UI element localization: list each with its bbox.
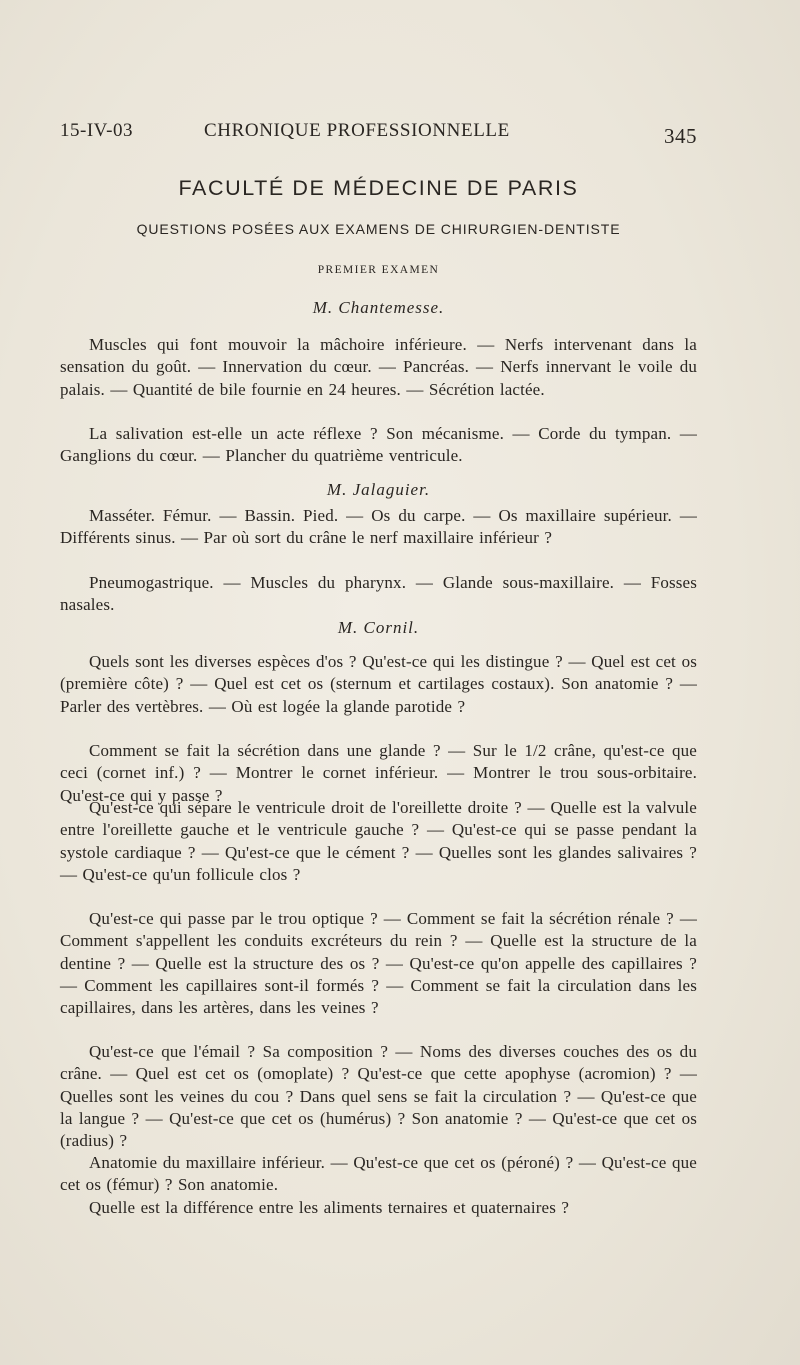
examiner-name: M. Cornil. [337, 618, 420, 637]
examiner-name: M. Chantemesse. [312, 298, 445, 317]
issue-date: 15-IV-03 [60, 120, 133, 141]
question-paragraph: Anatomie du maxillaire inférieur. — Qu'est-ce que cet os (péroné) ? — Qu'est-ce que cet os (fémur) ? Son anatomie. [60, 1153, 697, 1195]
question-paragraph: Qu'est-ce que l'émail ? Sa composition ? — Noms des diverses couches des os du crâne. — Quel est cet os (omoplate) ? Qu'est-ce que cette apophyse (acromion) ? — Quelles sont les veines du cou ? Dans quel sens se fait la circulation ? — Qu'est-ce que la langue ? — Qu'est-ce que cet os (humérus) ? Son anatomie ? — Qu'est-ce que cet os (radius) ? [60, 1042, 697, 1151]
question-paragraph: Quels sont les diverses espèces d'os ? Qu'est-ce qui les distingue ? — Quel est cet os (première côte) ? — Quel est cet os (sternum et cartilages costaux). Son anatomie ? — Parler des vertèbres. — Où est logée la glande parotide ? [60, 652, 697, 716]
question-paragraph: Muscles qui font mouvoir la mâchoire inférieure. — Nerfs intervenant dans la sensation du goût. — Innervation du cœur. — Pancréas. — Nerfs innervant le voile du palais. — Quantité de bile fournie en 24 heures. — Sécrétion lactée. [60, 335, 697, 399]
page-number: 345 [664, 124, 697, 148]
examiner-name: M. Jalaguier. [326, 480, 431, 499]
question-paragraph: Qu'est-ce qui sépare le ventricule droit de l'oreillette droite ? — Quelle est la valvule entre l'oreillette gauche et le ventricule gauche ? — Qu'est-ce qui se passe pendant la systole cardiaque ? — Qu'est-ce que le cément ? — Quelles sont les glandes salivaires ? — Qu'est-ce qu'un follicule clos ? [60, 798, 697, 884]
question-paragraph: Qu'est-ce qui passe par le trou optique ? — Comment se fait la sécrétion rénale ? — Comment s'appellent les conduits excréteurs du rein ? — Quelle est la structure de la dentine ? — Quelle est la structure des os ? — Qu'est-ce qu'on appelle des capillaires ? — Comment les capillaires sont-il formés ? — Comment se fait la circulation dans les capillaires, dans les artères, dans les veines ? [60, 909, 697, 1018]
question-paragraph: La salivation est-elle un acte réflexe ? Son mécanisme. — Corde du tympan. — Ganglions du cœur. — Plancher du quatrième ventricule. [60, 424, 697, 466]
running-head [60, 120, 697, 150]
question-paragraph: Comment se fait la sécrétion dans une glande ? — Sur le 1/2 crâne, qu'est-ce que ceci (cornet inf.) ? — Montrer le cornet inférieur. — Montrer le trou sous-orbitaire. Qu'est-ce qui y passe ? [60, 741, 697, 805]
question-paragraph: Pneumogastrique. — Muscles du pharynx. — Glande sous-maxillaire. — Fosses nasales. [60, 573, 697, 615]
question-paragraph: Masséter. Fémur. — Bassin. Pied. — Os du carpe. — Os maxillaire supérieur. — Différents sinus. — Par où sort du crâne le nerf maxillaire inférieur ? [60, 506, 697, 548]
exam-label: PREMIER EXAMEN [317, 264, 440, 276]
question-paragraph: Quelle est la différence entre les aliments ternaires et quaternaires ? [89, 1198, 570, 1217]
section-title: CHRONIQUE PROFESSIONNELLE [204, 120, 510, 141]
page-title: FACULTÉ DE MÉDECINE DE PARIS [178, 176, 579, 200]
exam-subtitle: QUESTIONS POSÉES AUX EXAMENS DE CHIRURGIEN-DENTISTE [136, 221, 621, 237]
